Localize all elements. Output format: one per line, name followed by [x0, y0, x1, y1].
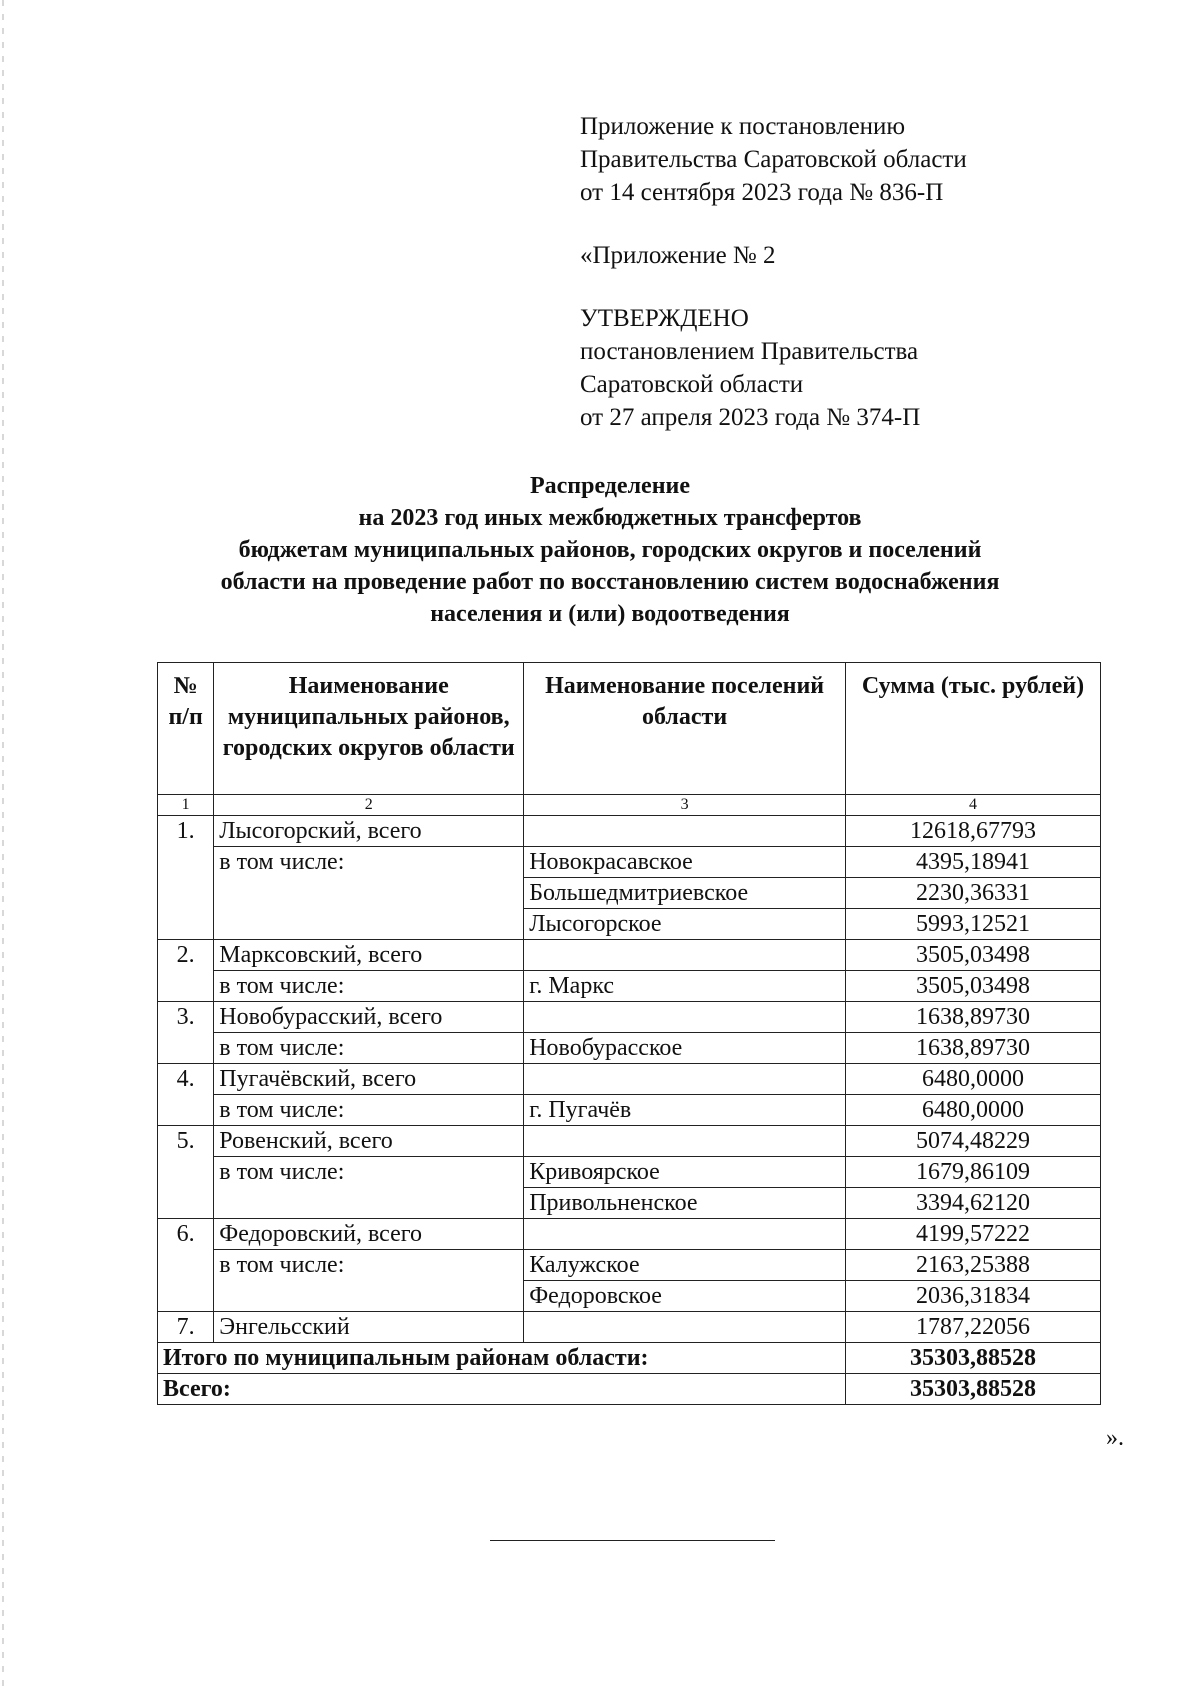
closing-quote-mark: ».	[1106, 1425, 1124, 1451]
column-number: 1	[158, 795, 214, 816]
row-number: 3.	[158, 1002, 214, 1064]
settlement-name: Новокрасавское	[524, 847, 846, 878]
table-row	[158, 816, 1101, 847]
table-row	[158, 1064, 1101, 1095]
settlement-name	[524, 1219, 846, 1250]
column-number-row	[158, 795, 1101, 816]
row-number: 5.	[158, 1126, 214, 1219]
title-line: Распределение	[529, 473, 691, 499]
settlement-amount: 2230,36331	[846, 878, 1101, 909]
appendix-header	[580, 110, 1140, 434]
appendix-line: Правительства Саратовской области	[580, 146, 967, 173]
settlement-name	[524, 1002, 846, 1033]
table-row	[158, 1095, 1101, 1126]
title-line: на 2023 год иных межбюджетных трансфертов	[358, 505, 862, 531]
row-number: 2.	[158, 940, 214, 1002]
settlement-amount: 3505,03498	[846, 971, 1101, 1002]
district-total: 3505,03498	[846, 940, 1101, 971]
settlement-name: Кривоярское	[524, 1157, 846, 1188]
table-row	[158, 847, 1101, 878]
settlement-amount: 3394,62120	[846, 1188, 1101, 1219]
row-number: 6.	[158, 1219, 214, 1312]
header-amount: Сумма (тыс. рублей)	[846, 663, 1101, 795]
grand-total-row	[158, 1374, 1101, 1405]
appendix-line: Приложение к постановлению	[580, 113, 906, 140]
settlement-name: Большедмитриевское	[524, 878, 846, 909]
settlement-amount: 6480,0000	[846, 1095, 1101, 1126]
table-row	[158, 1033, 1101, 1064]
column-number: 4	[846, 795, 1101, 816]
row-number: 4.	[158, 1064, 214, 1126]
in-number-label: в том числе:	[214, 1095, 524, 1126]
row-number: 7.	[158, 1312, 214, 1343]
settlement-name: Привольненское	[524, 1188, 846, 1219]
grand-total-label: Всего:	[158, 1374, 846, 1405]
header-number: № п/п	[158, 663, 214, 795]
document-title	[130, 470, 1090, 630]
settlement-amount: 4395,18941	[846, 847, 1101, 878]
approved-line: от 27 апреля 2023 года № 374-П	[580, 404, 921, 431]
district-total: 1638,89730	[846, 1002, 1101, 1033]
district-name: Ровенский, всего	[214, 1126, 524, 1157]
settlement-amount: 2163,25388	[846, 1250, 1101, 1281]
settlement-name: г. Пугачёв	[524, 1095, 846, 1126]
settlement-name: г. Маркс	[524, 971, 846, 1002]
settlement-amount: 1638,89730	[846, 1033, 1101, 1064]
table-row	[158, 971, 1101, 1002]
header-settlement: Наименование поселений области	[524, 663, 846, 795]
in-number-label: в том числе:	[214, 1157, 524, 1219]
table-row	[158, 940, 1101, 971]
title-line: населения и (или) водоотведения	[430, 601, 790, 627]
subtotal-amount: 35303,88528	[846, 1343, 1101, 1374]
grand-total-amount: 35303,88528	[846, 1374, 1101, 1405]
settlement-name: Федоровское	[524, 1281, 846, 1312]
in-number-label: в том числе:	[214, 1250, 524, 1312]
in-number-label: в том числе:	[214, 971, 524, 1002]
table-row	[158, 1126, 1101, 1157]
district-name: Пугачёвский, всего	[214, 1064, 524, 1095]
district-name: Федоровский, всего	[214, 1219, 524, 1250]
settlement-amount: 1679,86109	[846, 1157, 1101, 1188]
district-total: 4199,57222	[846, 1219, 1101, 1250]
settlement-amount: 2036,31834	[846, 1281, 1101, 1312]
approved-heading: УТВЕРЖДЕНО	[580, 305, 749, 332]
table-header-row	[158, 663, 1101, 795]
title-line: бюджетам муниципальных районов, городских округов и поселений	[238, 537, 982, 563]
settlement-name	[524, 1064, 846, 1095]
settlement-name	[524, 940, 846, 971]
district-name: Лысогорский, всего	[214, 816, 524, 847]
district-name: Новобурасский, всего	[214, 1002, 524, 1033]
settlement-name: Новобурасское	[524, 1033, 846, 1064]
district-total: 12618,67793	[846, 816, 1101, 847]
district-total: 1787,22056	[846, 1312, 1101, 1343]
distribution-table	[157, 662, 1101, 1405]
scan-edge-artifact	[2, 0, 4, 1691]
bottom-rule	[490, 1540, 775, 1541]
district-total: 6480,0000	[846, 1064, 1101, 1095]
approved-line: Саратовской области	[580, 371, 804, 398]
subtotal-row	[158, 1343, 1101, 1374]
appendix-line: от 14 сентября 2023 года № 836-П	[580, 179, 944, 206]
column-number: 2	[214, 795, 524, 816]
subtotal-label: Итого по муниципальным районам области:	[158, 1343, 846, 1374]
title-line: области на проведение работ по восстановлению систем водоснабжения	[220, 569, 1000, 595]
district-total: 5074,48229	[846, 1126, 1101, 1157]
settlement-amount: 5993,12521	[846, 909, 1101, 940]
settlement-name: Лысогорское	[524, 909, 846, 940]
column-number: 3	[524, 795, 846, 816]
table-row	[158, 1157, 1101, 1188]
table-body	[158, 795, 1101, 1405]
district-name: Марксовский, всего	[214, 940, 524, 971]
settlement-name: Калужское	[524, 1250, 846, 1281]
settlement-name	[524, 1126, 846, 1157]
in-number-label: в том числе:	[214, 847, 524, 940]
table-row	[158, 1219, 1101, 1250]
approved-line: постановлением Правительства	[580, 338, 919, 365]
row-number: 1.	[158, 816, 214, 940]
appendix-number: «Приложение № 2	[580, 242, 776, 269]
in-number-label: в том числе:	[214, 1033, 524, 1064]
district-name: Энгельсский	[214, 1312, 524, 1343]
settlement-name	[524, 816, 846, 847]
settlement-name	[524, 1312, 846, 1343]
header-district: Наименование муниципальных районов, городских округов области	[214, 663, 524, 795]
table-row	[158, 1312, 1101, 1343]
table-row	[158, 1250, 1101, 1281]
table-row	[158, 1002, 1101, 1033]
